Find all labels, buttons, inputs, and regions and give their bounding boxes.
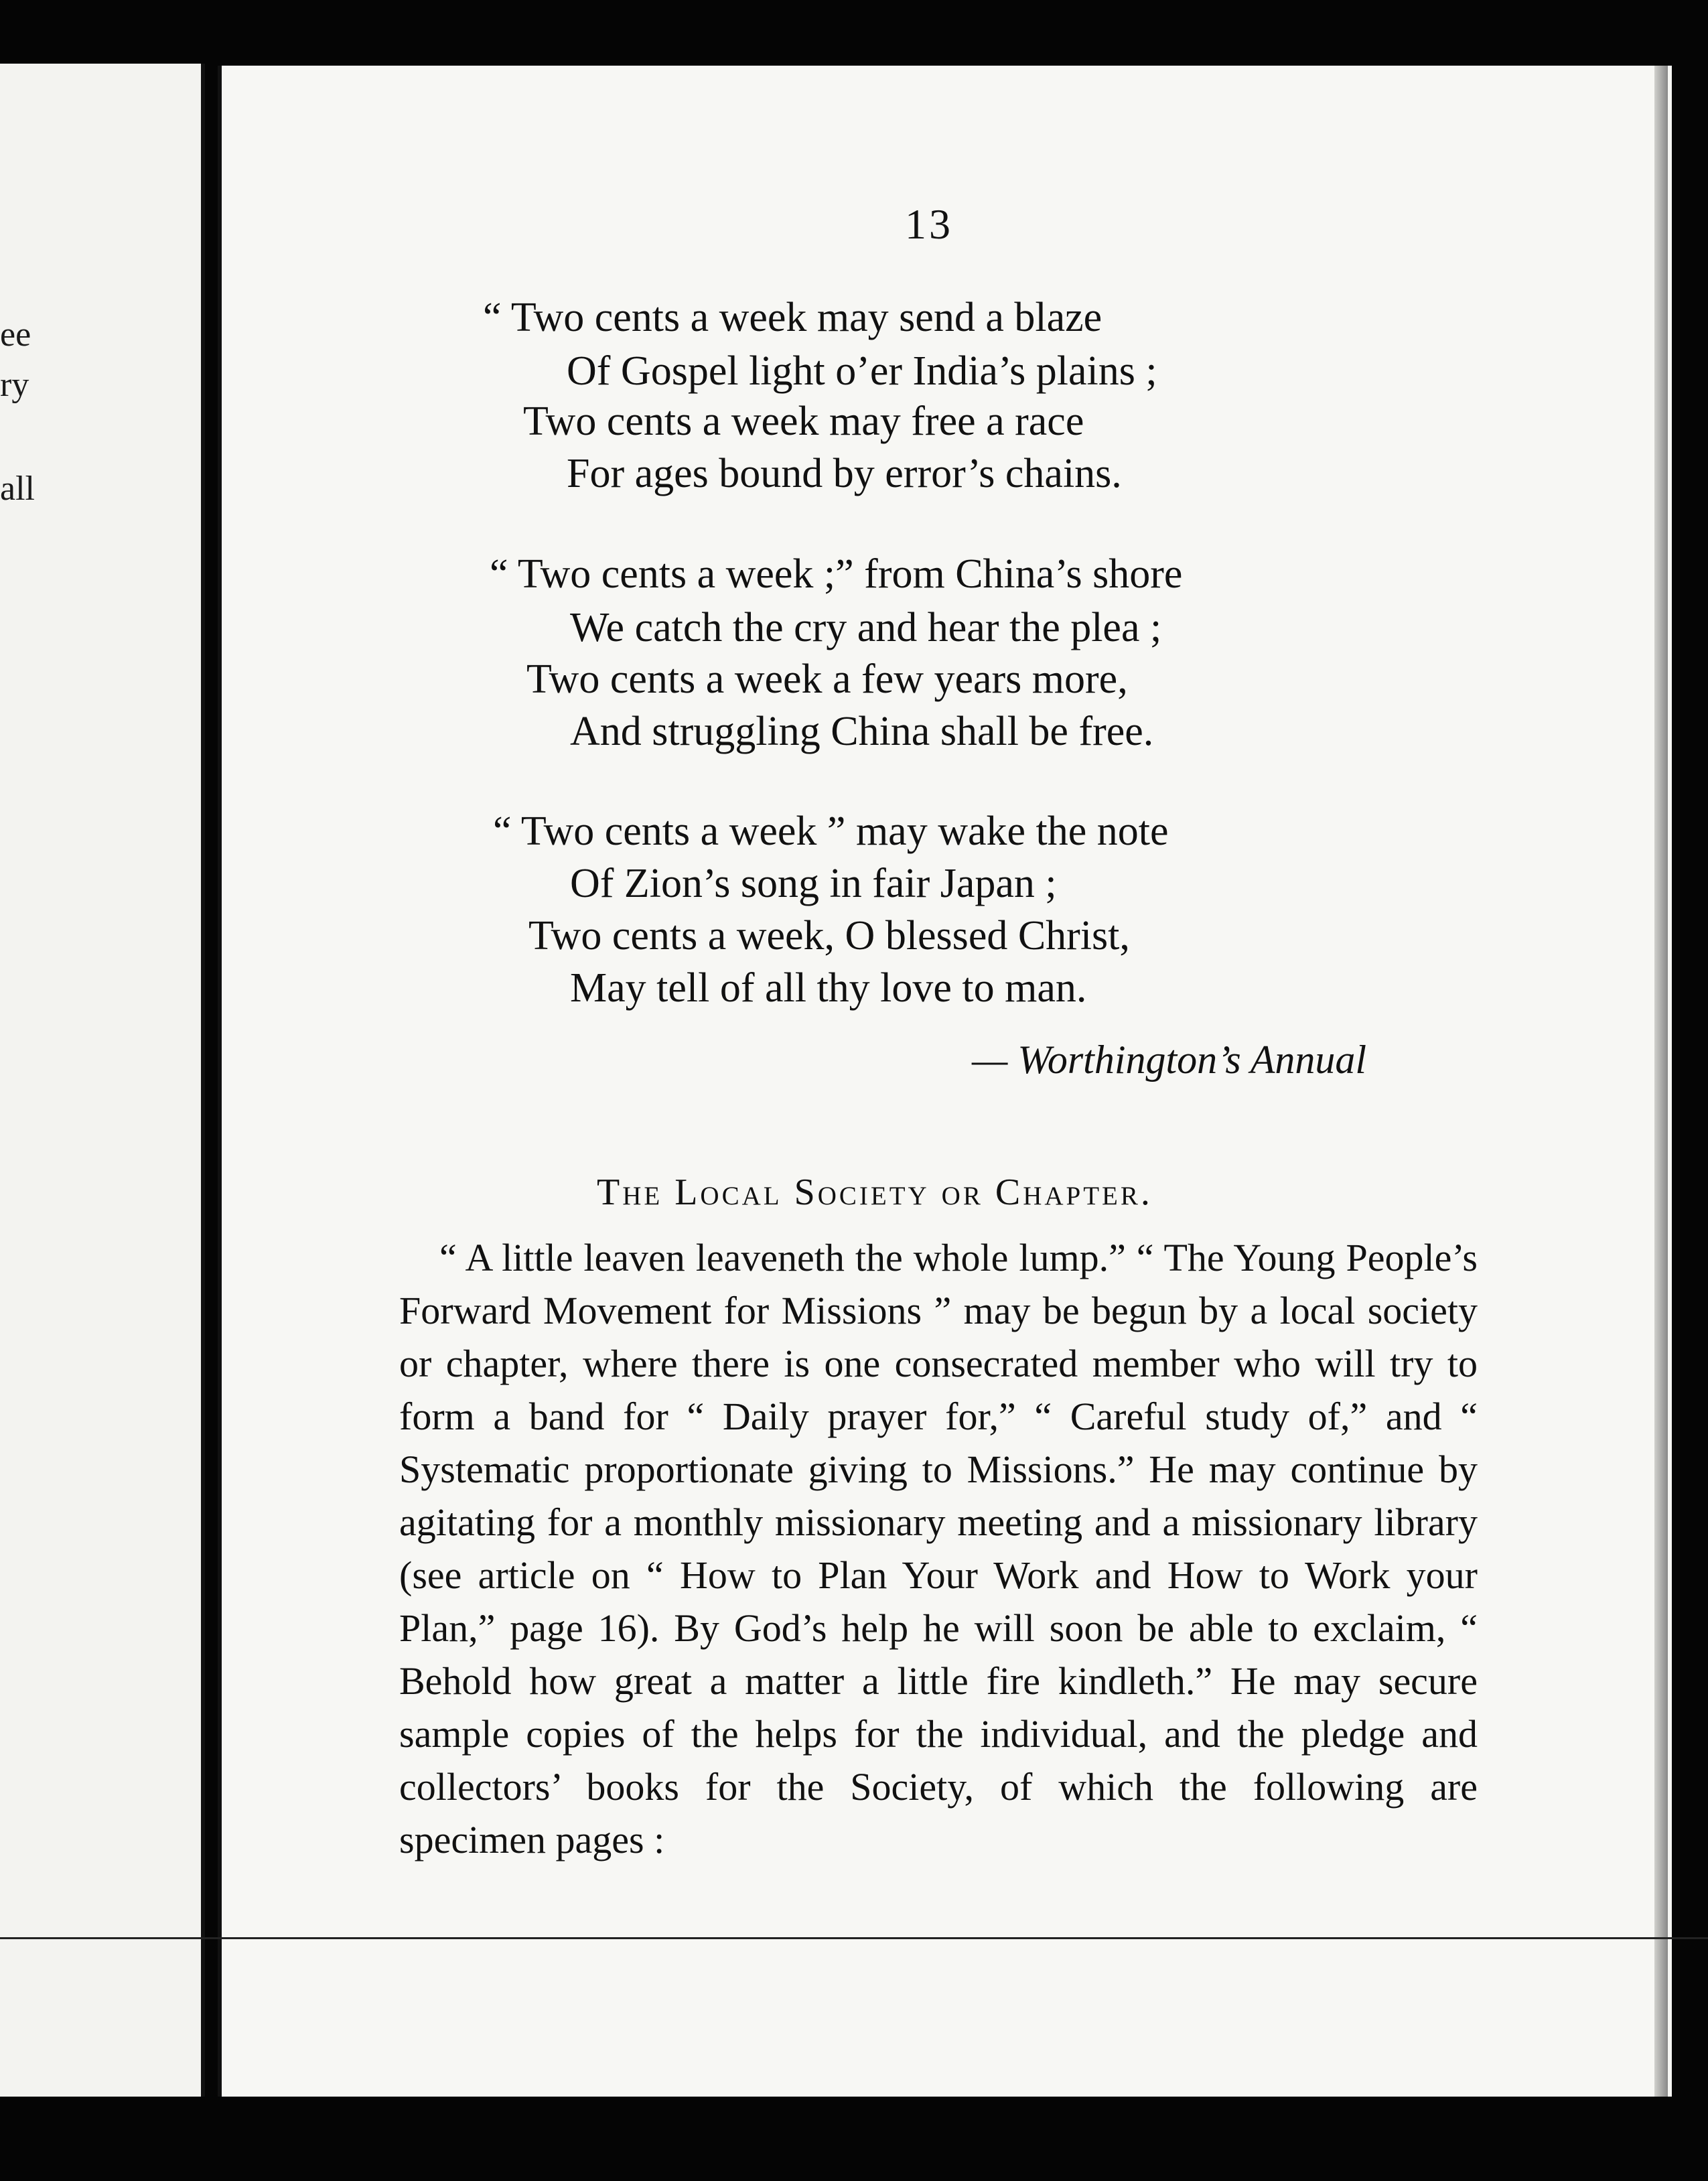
poem-line: May tell of all thy love to man. — [570, 965, 1087, 1011]
poem-line: We catch the cry and hear the plea ; — [570, 605, 1162, 650]
book-page — [218, 66, 1672, 2097]
page-edge-shadow — [1654, 66, 1668, 2097]
poem-attribution: — Worthington’s Annual — [972, 1038, 1367, 1082]
poem-line: For ages bound by error’s chains. — [567, 451, 1122, 496]
bottom-rule — [0, 1937, 1708, 1939]
previous-page-text-2: ry — [0, 366, 29, 404]
poem-line: Two cents a week may free a race — [523, 399, 1084, 444]
poem-line: Two cents a week a few years more, — [526, 656, 1128, 702]
section-title: The Local Society or Chapter. — [597, 1172, 1153, 1213]
poem-line: Two cents a week, O blessed Christ, — [528, 913, 1130, 959]
previous-page-text-3: all — [0, 470, 35, 508]
previous-page-text-1: ee — [0, 315, 31, 354]
section-body: “ A little leaven leaveneth the whole lump.” “ The Young People’s Forward Movement for Missions ” may be begun by a local society or chapter, where there is one consecrated member who will try to form a band for “ Daily prayer for,” “ Careful study of,” and “ Systematic proportionate giving to Missions.” He may continue by agitating for a monthly missionary meeting and a missionary library (see article on “ How to Plan Your Work and How to Work your Plan,” page 16). By God’s help he will soon be able to exclaim, “ Behold how great a matter a little fire kindleth.” He may secure sample copies of the helps for the individual, and the pledge and collectors’ books for the Society, of which the following are specimen pages : — [399, 1236, 1478, 1861]
previous-page-fragment — [0, 64, 204, 2097]
poem-line: Of Zion’s song in fair Japan ; — [570, 861, 1057, 906]
poem-line: “ Two cents a week ;” from China’s shore — [490, 551, 1183, 597]
poem-line: Of Gospel light o’er India’s plains ; — [567, 348, 1157, 394]
binding-gutter — [201, 64, 205, 2097]
page-number: 13 — [905, 200, 953, 248]
poem-line: “ Two cents a week may send a blaze — [483, 295, 1102, 340]
poem-line: And struggling China shall be free. — [570, 709, 1154, 754]
poem-line: “ Two cents a week ” may wake the note — [493, 808, 1169, 854]
